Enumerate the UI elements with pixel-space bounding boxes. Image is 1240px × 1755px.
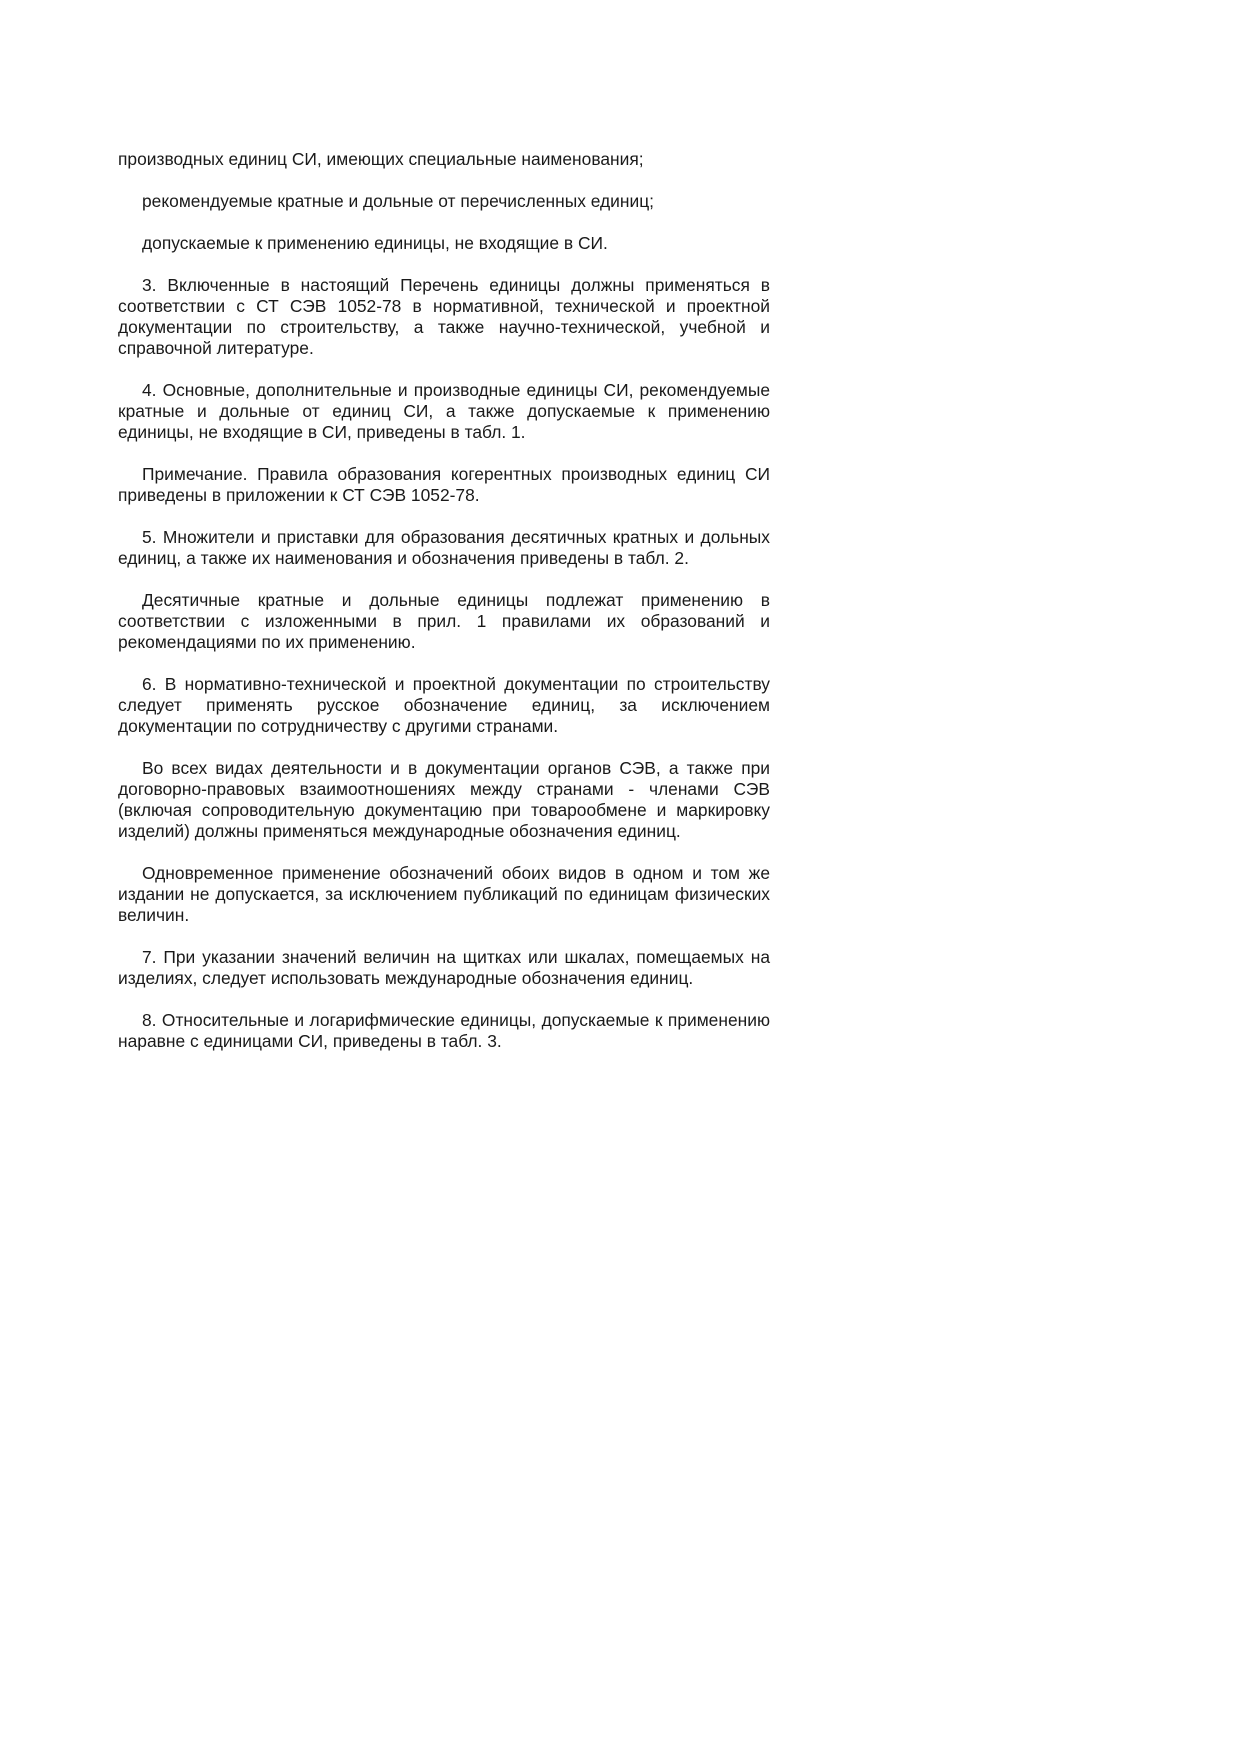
paragraph-item-8: 8. Относительные и логарифмические единицы, допускаемые к применению наравне с единицами СИ, приведены в табл. 3. xyxy=(118,1010,770,1051)
paragraph-recommended-multiples: рекомендуемые кратные и дольные от перечисленных единиц; xyxy=(142,191,654,211)
paragraph-item-6: 6. В нормативно-технической и проектной документации по строительству следует применять русское обозначение единиц, за исключением документации по сотрудничеству с другими странами. xyxy=(118,674,770,736)
paragraph-derived-units: производных единиц СИ, имеющих специальные наименования; xyxy=(118,149,644,169)
paragraph-simultaneous-use: Одновременное применение обозначений обоих видов в одном и том же издании не допускается, за исключением публикаций по единицам физических величин. xyxy=(118,863,770,925)
paragraph-item-4: 4. Основные, дополнительные и производные единицы СИ, рекомендуемые кратные и дольные от единиц СИ, а также допускаемые к применению единицы, не входящие в СИ, приведены в табл. 1. xyxy=(118,380,770,442)
paragraph-item-3: 3. Включенные в настоящий Перечень единицы должны применяться в соответствии с СТ СЭВ 1052-78 в нормативной, технической и проектной документации по строительству, а также научно-технической, учебной и справочной литературе. xyxy=(118,275,770,358)
paragraph-item-7: 7. При указании значений величин на щитках или шкалах, помещаемых на изделиях, следует использовать международные обозначения единиц. xyxy=(118,947,770,988)
paragraph-note: Примечание. Правила образования когерентных производных единиц СИ приведены в приложении к СТ СЭВ 1052-78. xyxy=(118,464,770,505)
paragraph-international-designations: Во всех видах деятельности и в документации органов СЭВ, а также при договорно-правовых взаимоотношениях между странами - членами СЭВ (включая сопроводительную документацию при товарообмене и маркировку изделий) должны применяться международные обозначения единиц. xyxy=(118,758,770,841)
paragraph-allowed-units: допускаемые к применению единицы, не входящие в СИ. xyxy=(142,233,608,253)
document-body xyxy=(118,149,770,1073)
paragraph-decimal-units: Десятичные кратные и дольные единицы подлежат применению в соответствии с изложенными в прил. 1 правилами их образований и рекомендациями по их применению. xyxy=(118,590,770,652)
paragraph-item-5: 5. Множители и приставки для образования десятичных кратных и дольных единиц, а также их наименования и обозначения приведены в табл. 2. xyxy=(118,527,770,568)
